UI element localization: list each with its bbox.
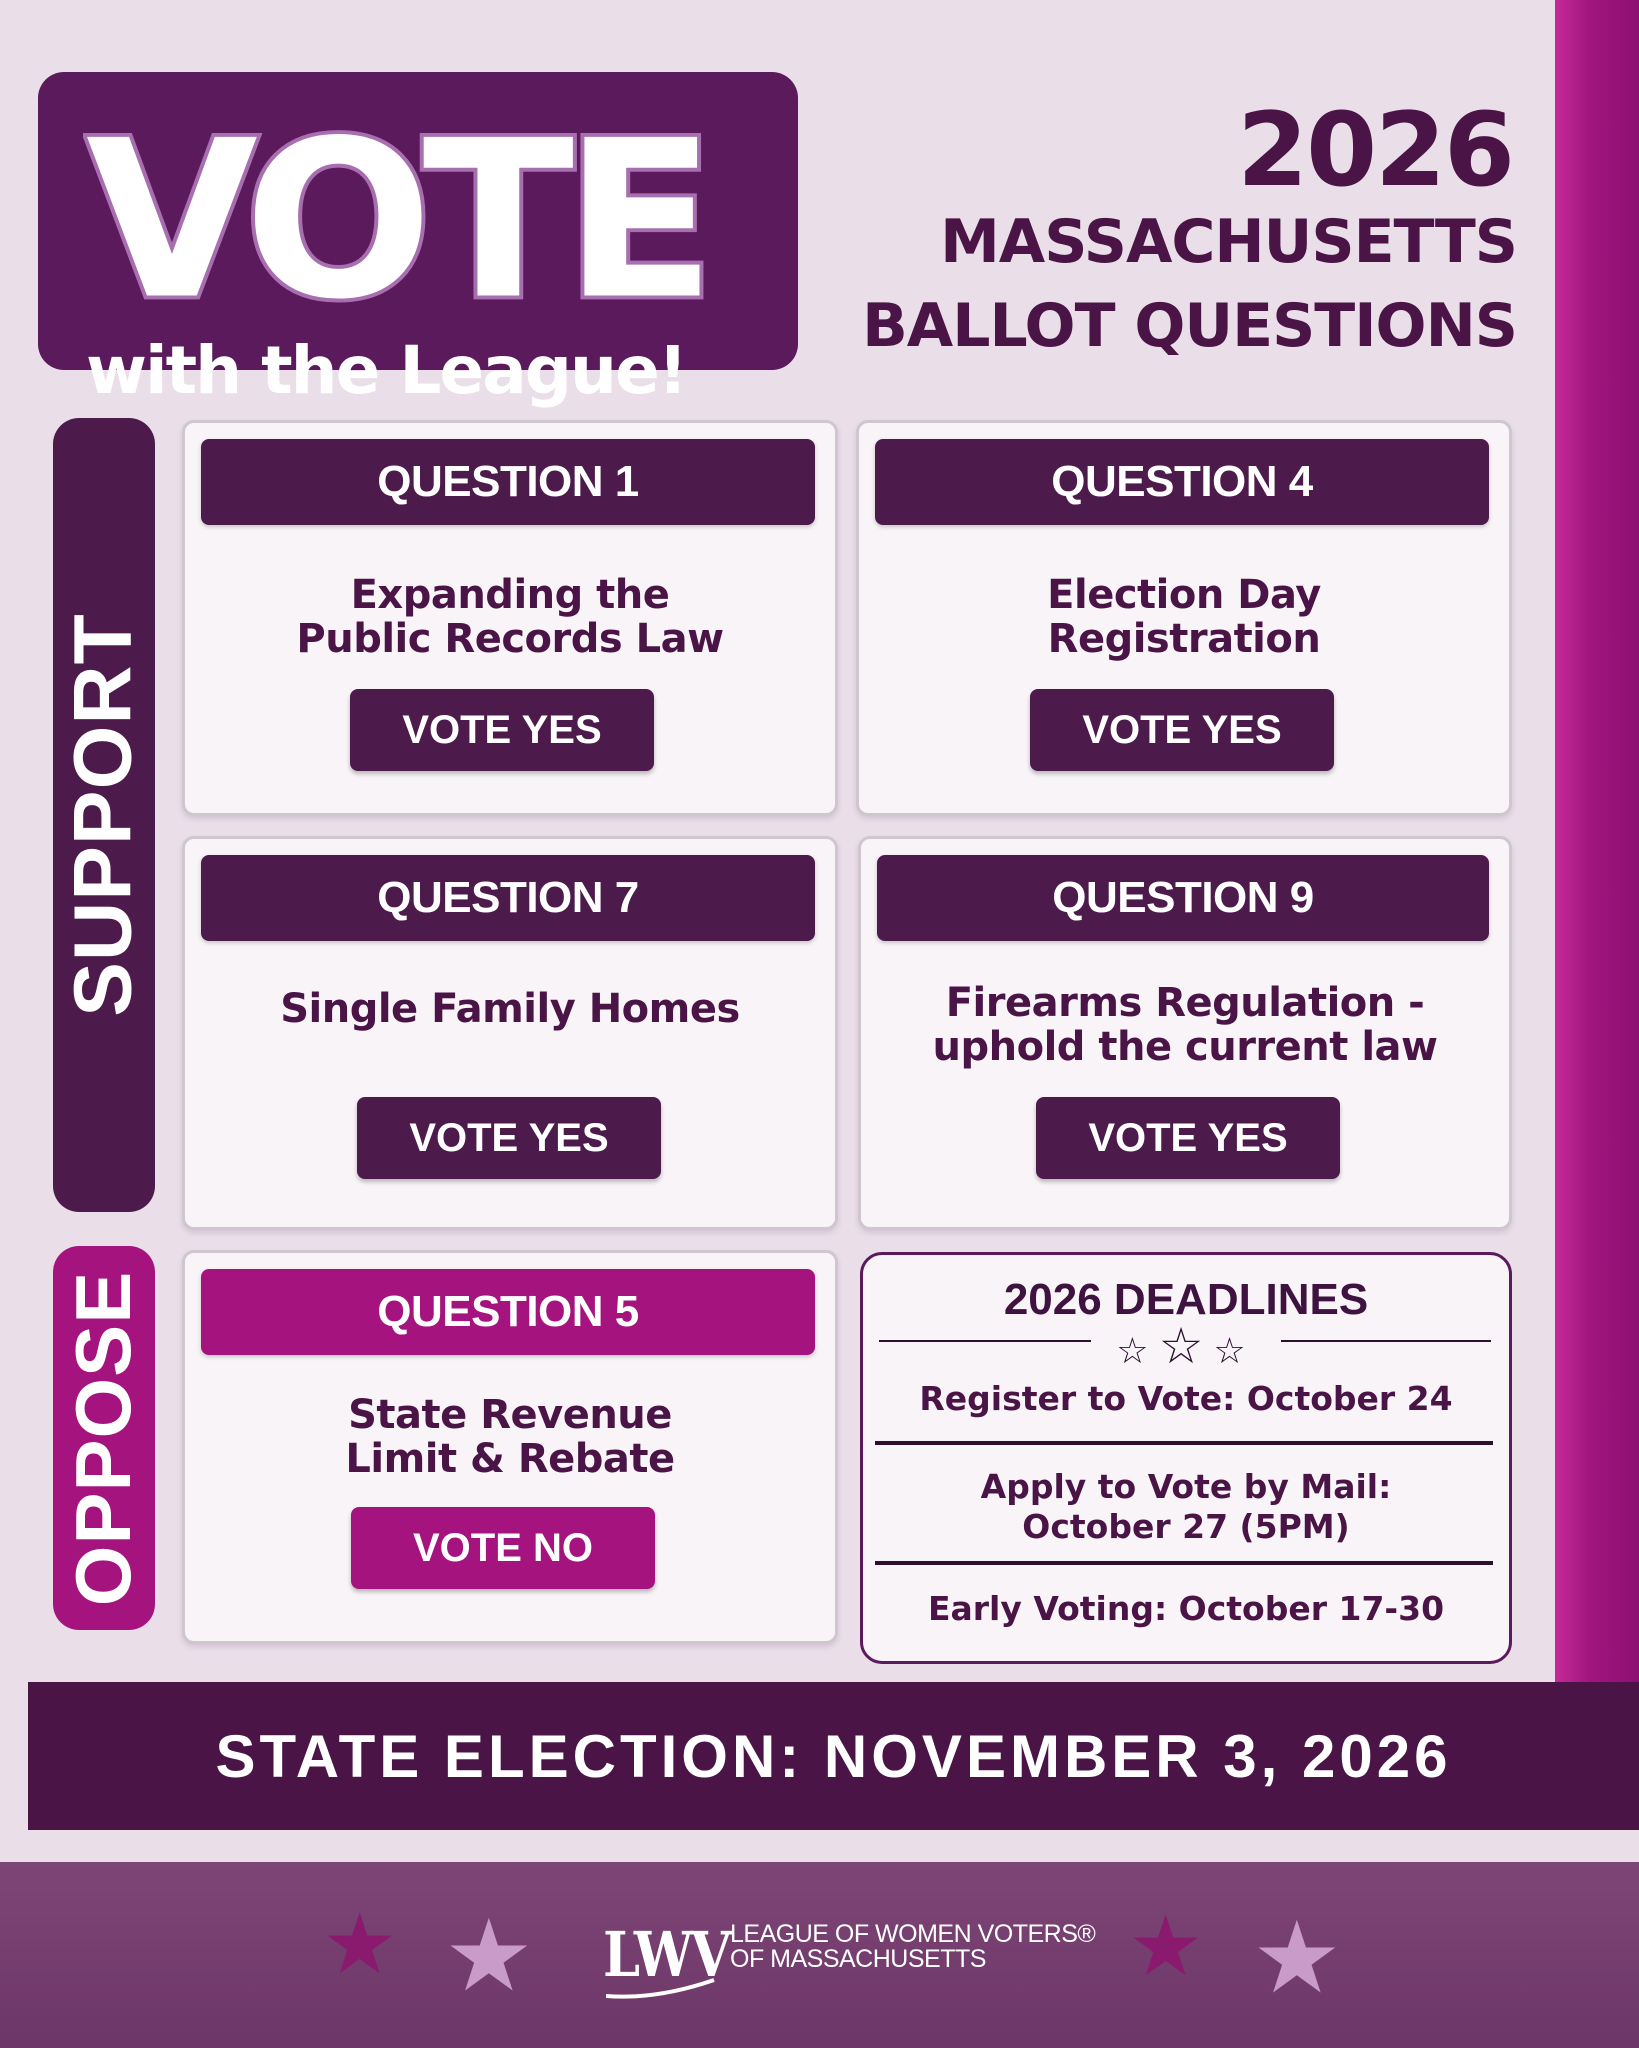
deadline-early-voting: Early Voting: October 17-30 — [927, 1589, 1445, 1628]
question-card — [182, 836, 838, 1230]
divider — [875, 1441, 1493, 1445]
lwv-logo: LWV — [603, 1918, 729, 1991]
question-description: State Revenue Limit & Rebate — [345, 1392, 675, 1482]
vote-word: VOTE — [86, 94, 706, 348]
oppose-tab — [53, 1246, 155, 1630]
vote-yes-button[interactable]: VOTE YES — [350, 689, 654, 771]
divider — [875, 1561, 1493, 1565]
state-election-banner: STATE ELECTION: NOVEMBER 3, 2026 — [28, 1682, 1639, 1830]
deadline-mail: Apply to Vote by Mail: October 27 (5PM) — [980, 1467, 1392, 1546]
question-card — [856, 420, 1512, 816]
question-card — [182, 420, 838, 816]
question-description: Expanding the Public Records Law — [296, 572, 724, 662]
question-heading: QUESTION 9 — [877, 855, 1489, 941]
deadlines-title: 2026 DEADLINES — [1003, 1275, 1369, 1324]
question-description: Firearms Regulation - uphold the current law — [932, 980, 1438, 1070]
vote-with-league-logo — [38, 72, 798, 409]
deadlines-box — [860, 1252, 1512, 1664]
question-description: Election Day Registration — [1047, 572, 1321, 662]
question-heading: QUESTION 1 — [201, 439, 815, 525]
oppose-label: OPPOSE — [59, 1270, 148, 1606]
star-icon: ★ — [1128, 1897, 1204, 1995]
lwv-swoosh-icon — [606, 1978, 716, 2000]
star-icon: ★ — [444, 1897, 534, 2014]
star-icon: ★ — [322, 1895, 398, 1993]
question-heading: QUESTION 7 — [201, 855, 815, 941]
vote-yes-button[interactable]: VOTE YES — [1030, 689, 1334, 771]
question-description: Single Family Homes — [280, 986, 740, 1032]
lwv-org-name: LEAGUE OF WOMEN VOTERS® OF MASSACHUSETTS — [730, 1920, 1096, 1973]
right-decorative-stripe — [1555, 0, 1639, 1685]
deadline-register: Register to Vote: October 24 — [919, 1379, 1453, 1418]
question-card — [182, 1250, 838, 1644]
question-heading: QUESTION 4 — [875, 439, 1489, 525]
support-label: SUPPORT — [58, 613, 150, 1017]
star-icon: ★ — [1252, 1899, 1342, 2016]
vote-no-button[interactable]: VOTE NO — [351, 1507, 655, 1589]
question-card — [858, 836, 1512, 1230]
vote-yes-button[interactable]: VOTE YES — [1036, 1097, 1340, 1179]
question-heading: QUESTION 5 — [201, 1269, 815, 1355]
vote-yes-button[interactable]: VOTE YES — [357, 1097, 661, 1179]
title-line-1: MASSACHUSETTS — [940, 207, 1517, 277]
support-tab — [53, 418, 155, 1212]
title-year: 2026 — [1237, 91, 1513, 210]
stars-icon: ☆☆☆ — [1116, 1317, 1256, 1375]
title-line-2: BALLOT QUESTIONS — [862, 291, 1517, 361]
vote-subtitle: with the League! — [86, 332, 686, 409]
